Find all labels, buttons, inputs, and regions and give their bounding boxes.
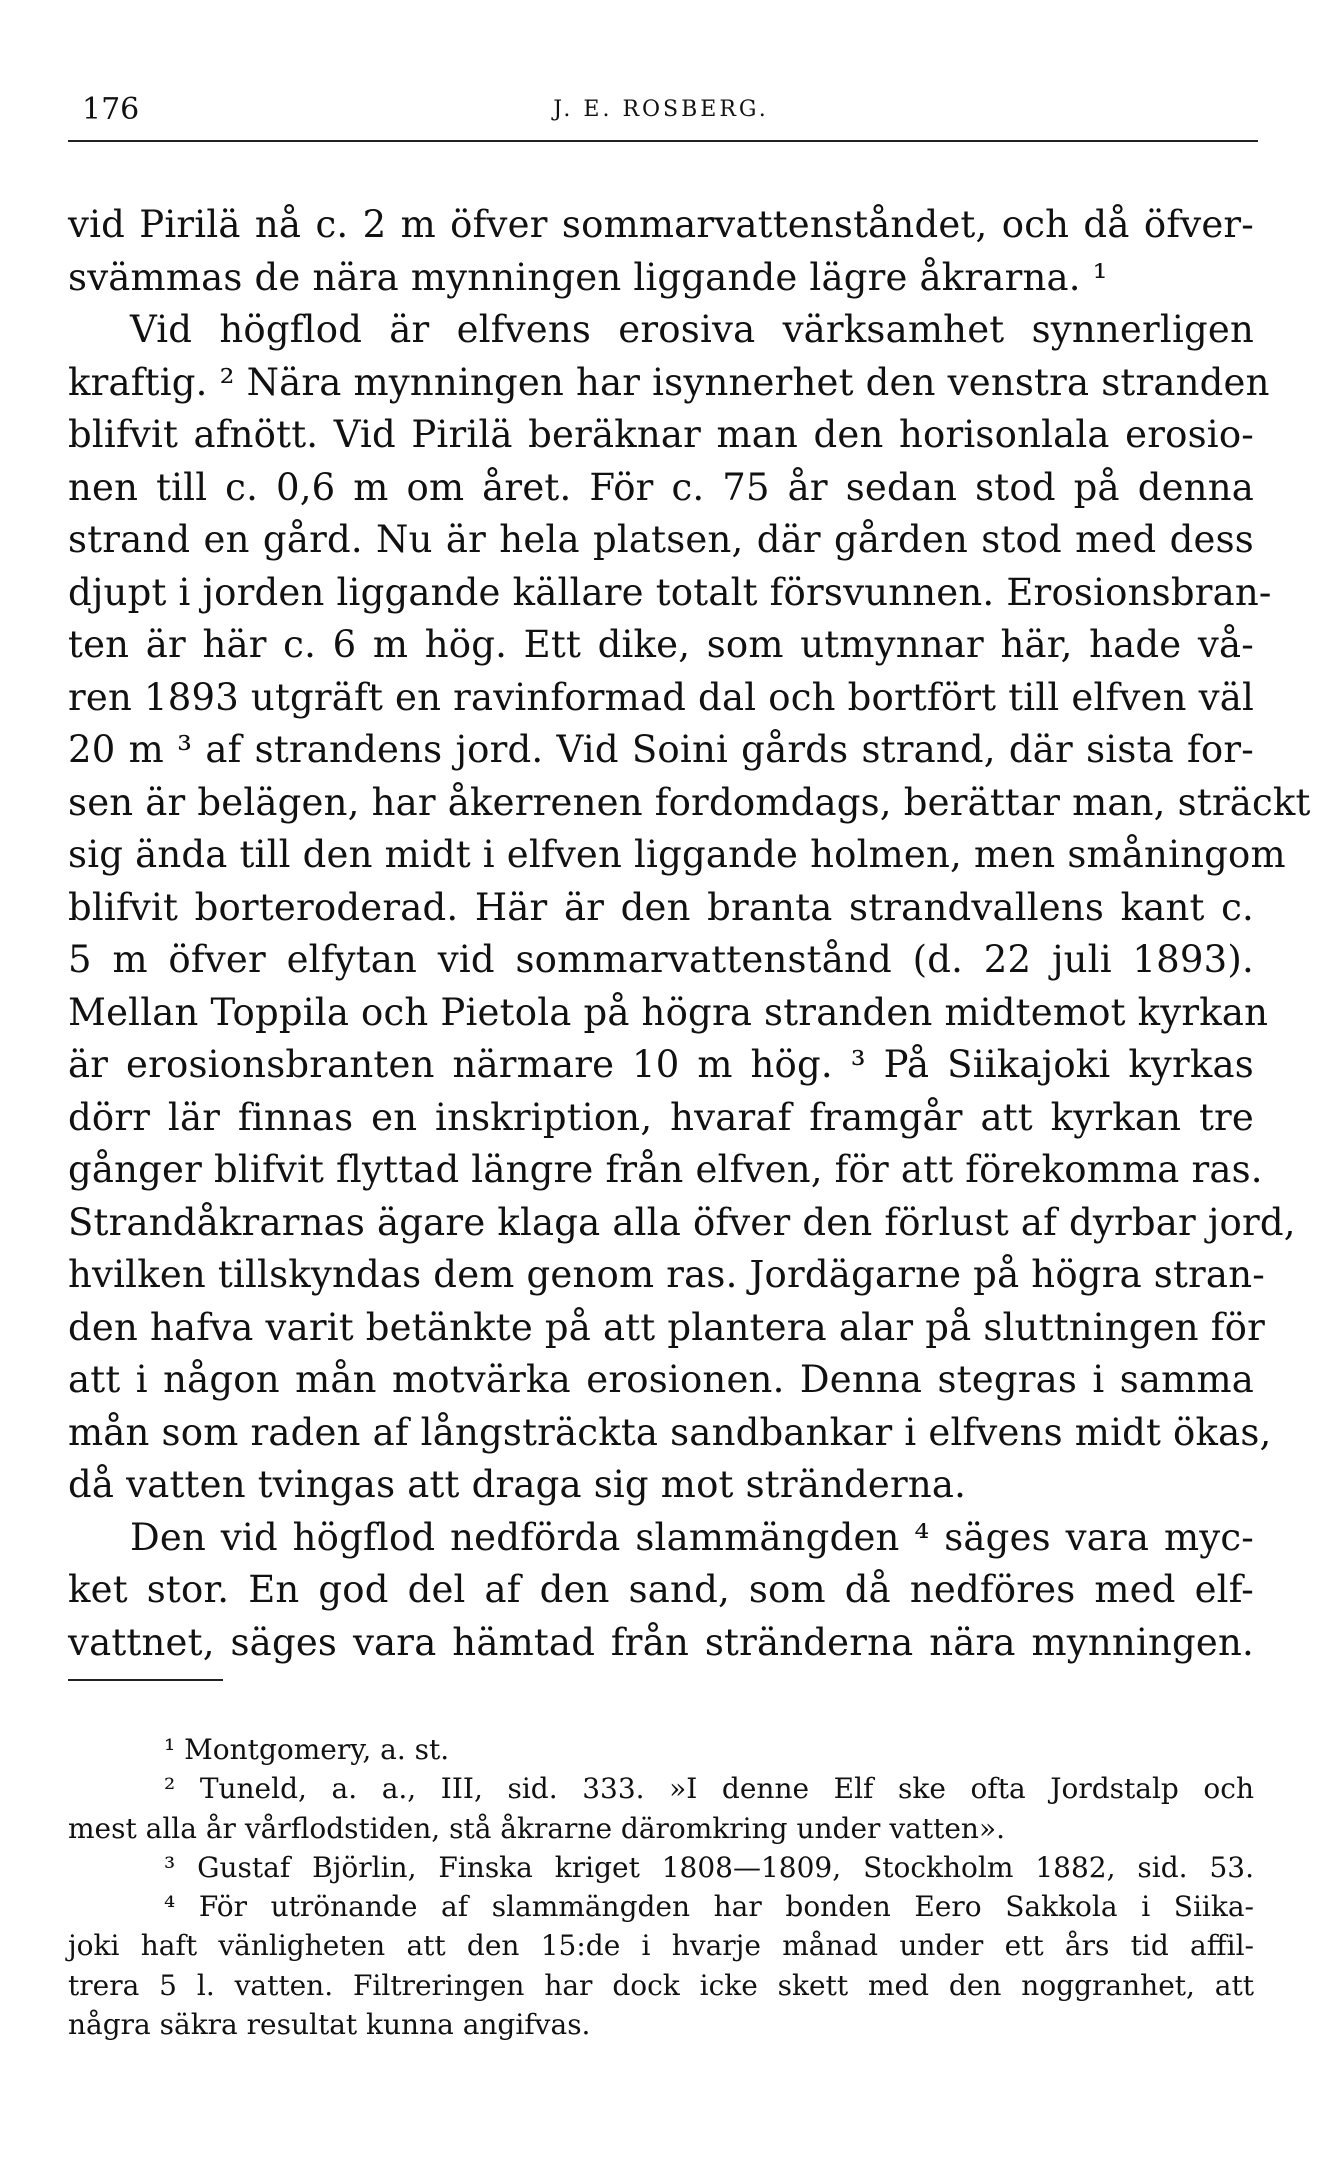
text-line: Den vid högflod nedförda slammängden ⁴ säges vara myc- <box>130 1515 1254 1559</box>
text-line: att i någon mån motvärka erosionen. Denna stegras i samma <box>68 1358 1254 1401</box>
footnote-rule <box>68 1679 223 1681</box>
text-line: ket stor. En god del af den sand, som då nedföres med elf- <box>68 1568 1254 1611</box>
text-line: strand en gård. Nu är hela platsen, där gården stod med dess <box>68 518 1254 561</box>
text-line: ren 1893 utgräft en ravinformad dal och bortfört till elfven väl <box>68 675 1254 719</box>
header-rule <box>68 140 1258 142</box>
text-line: sen är belägen, har åkerrenen fordomdags, berättar man, sträckt <box>68 780 1311 824</box>
text-line: blifvit borteroderad. Här är den branta strandvallens kant c. <box>68 885 1254 929</box>
text-line: 20 m ³ af strandens jord. Vid Soini gårds strand, där sista for- <box>68 728 1254 771</box>
footnote-line: ³ Gustaf Björlin, Finska kriget 1808—1809, Stockholm 1882, sid. 53. <box>164 1850 1254 1884</box>
text-line: blifvit afnött. Vid Pirilä beräknar man den horisonlala erosio- <box>68 413 1254 456</box>
text-line: är erosionsbranten närmare 10 m hög. ³ På Siikajoki kyrkas <box>68 1043 1254 1086</box>
text-line: sig ända till den midt i elfven liggande holmen, men småningom <box>68 833 1286 876</box>
page-header <box>68 88 1254 132</box>
text-line: den hafva varit betänkte på att plantera alar på sluttningen för <box>68 1305 1266 1349</box>
footnote-line: trera 5 l. vatten. Filtreringen har dock icke skett med den noggranhet, att <box>68 1968 1254 2002</box>
footnote-line: ¹ Montgomery, a. st. <box>164 1733 450 1766</box>
page-number: 176 <box>82 92 140 127</box>
text-line: ten är här c. 6 m hög. Ett dike, som utmynnar här, hade vå- <box>68 623 1254 666</box>
text-line: då vatten tvingas att draga sig mot stränderna. <box>68 1463 967 1506</box>
footnote-line: mest alla år vårflodstiden, stå åkrarne däromkring under vatten». <box>68 1811 1005 1845</box>
footnote-line: joki haft vänligheten att den 15:de i hvarje månad under ett års tid affil- <box>68 1929 1254 1963</box>
running-head: J. E. ROSBERG. <box>553 97 769 122</box>
text-line: Strandåkrarnas ägare klaga alla öfver den förlust af dyrbar jord, <box>68 1200 1296 1244</box>
text-line: kraftig. ² Nära mynningen har isynnerhet den venstra stranden <box>68 360 1270 404</box>
footnote-line: ⁴ För utrönande af slammängden har bonden Eero Sakkola i Siika- <box>164 1890 1254 1924</box>
text-line: vid Pirilä nå c. 2 m öfver sommarvattenståndet, och då öfver- <box>68 203 1254 246</box>
text-line: gånger blifvit flyttad längre från elfven, för att förekomma ras. <box>68 1148 1263 1191</box>
text-line: dörr lär finnas en inskription, hvaraf framgår att kyrkan tre <box>68 1095 1254 1139</box>
footnote-line: några säkra resultat kunna angifvas. <box>68 2008 591 2042</box>
text-line: hvilken tillskyndas dem genom ras. Jordägarne på högra stran- <box>68 1253 1265 1296</box>
text-line: 5 m öfver elfytan vid sommarvattenstånd (d. 22 juli 1893). <box>68 938 1254 981</box>
text-line: djupt i jorden liggande källare totalt försvunnen. Erosionsbran- <box>68 570 1272 614</box>
text-line: Vid högflod är elfvens erosiva värksamhet synnerligen <box>130 308 1254 351</box>
text-line: nen till c. 0,6 m om året. För c. 75 år sedan stod på denna <box>68 465 1254 509</box>
footnote-line: ² Tuneld, a. a., III, sid. 333. »I denne Elf ske ofta Jordstalp och <box>164 1772 1254 1806</box>
text-line: svämmas de nära mynningen liggande lägre åkrarna. ¹ <box>68 255 1108 299</box>
text-line: mån som raden af långsträckta sandbankar i elfvens midt ökas, <box>68 1410 1272 1454</box>
text-line: vattnet, säges vara hämtad från stränderna nära mynningen. <box>68 1620 1254 1664</box>
main-text <box>68 199 1311 1669</box>
text-line: Mellan Toppila och Pietola på högra stranden midtemot kyrkan <box>68 990 1269 1034</box>
footnotes <box>68 1730 1254 2044</box>
